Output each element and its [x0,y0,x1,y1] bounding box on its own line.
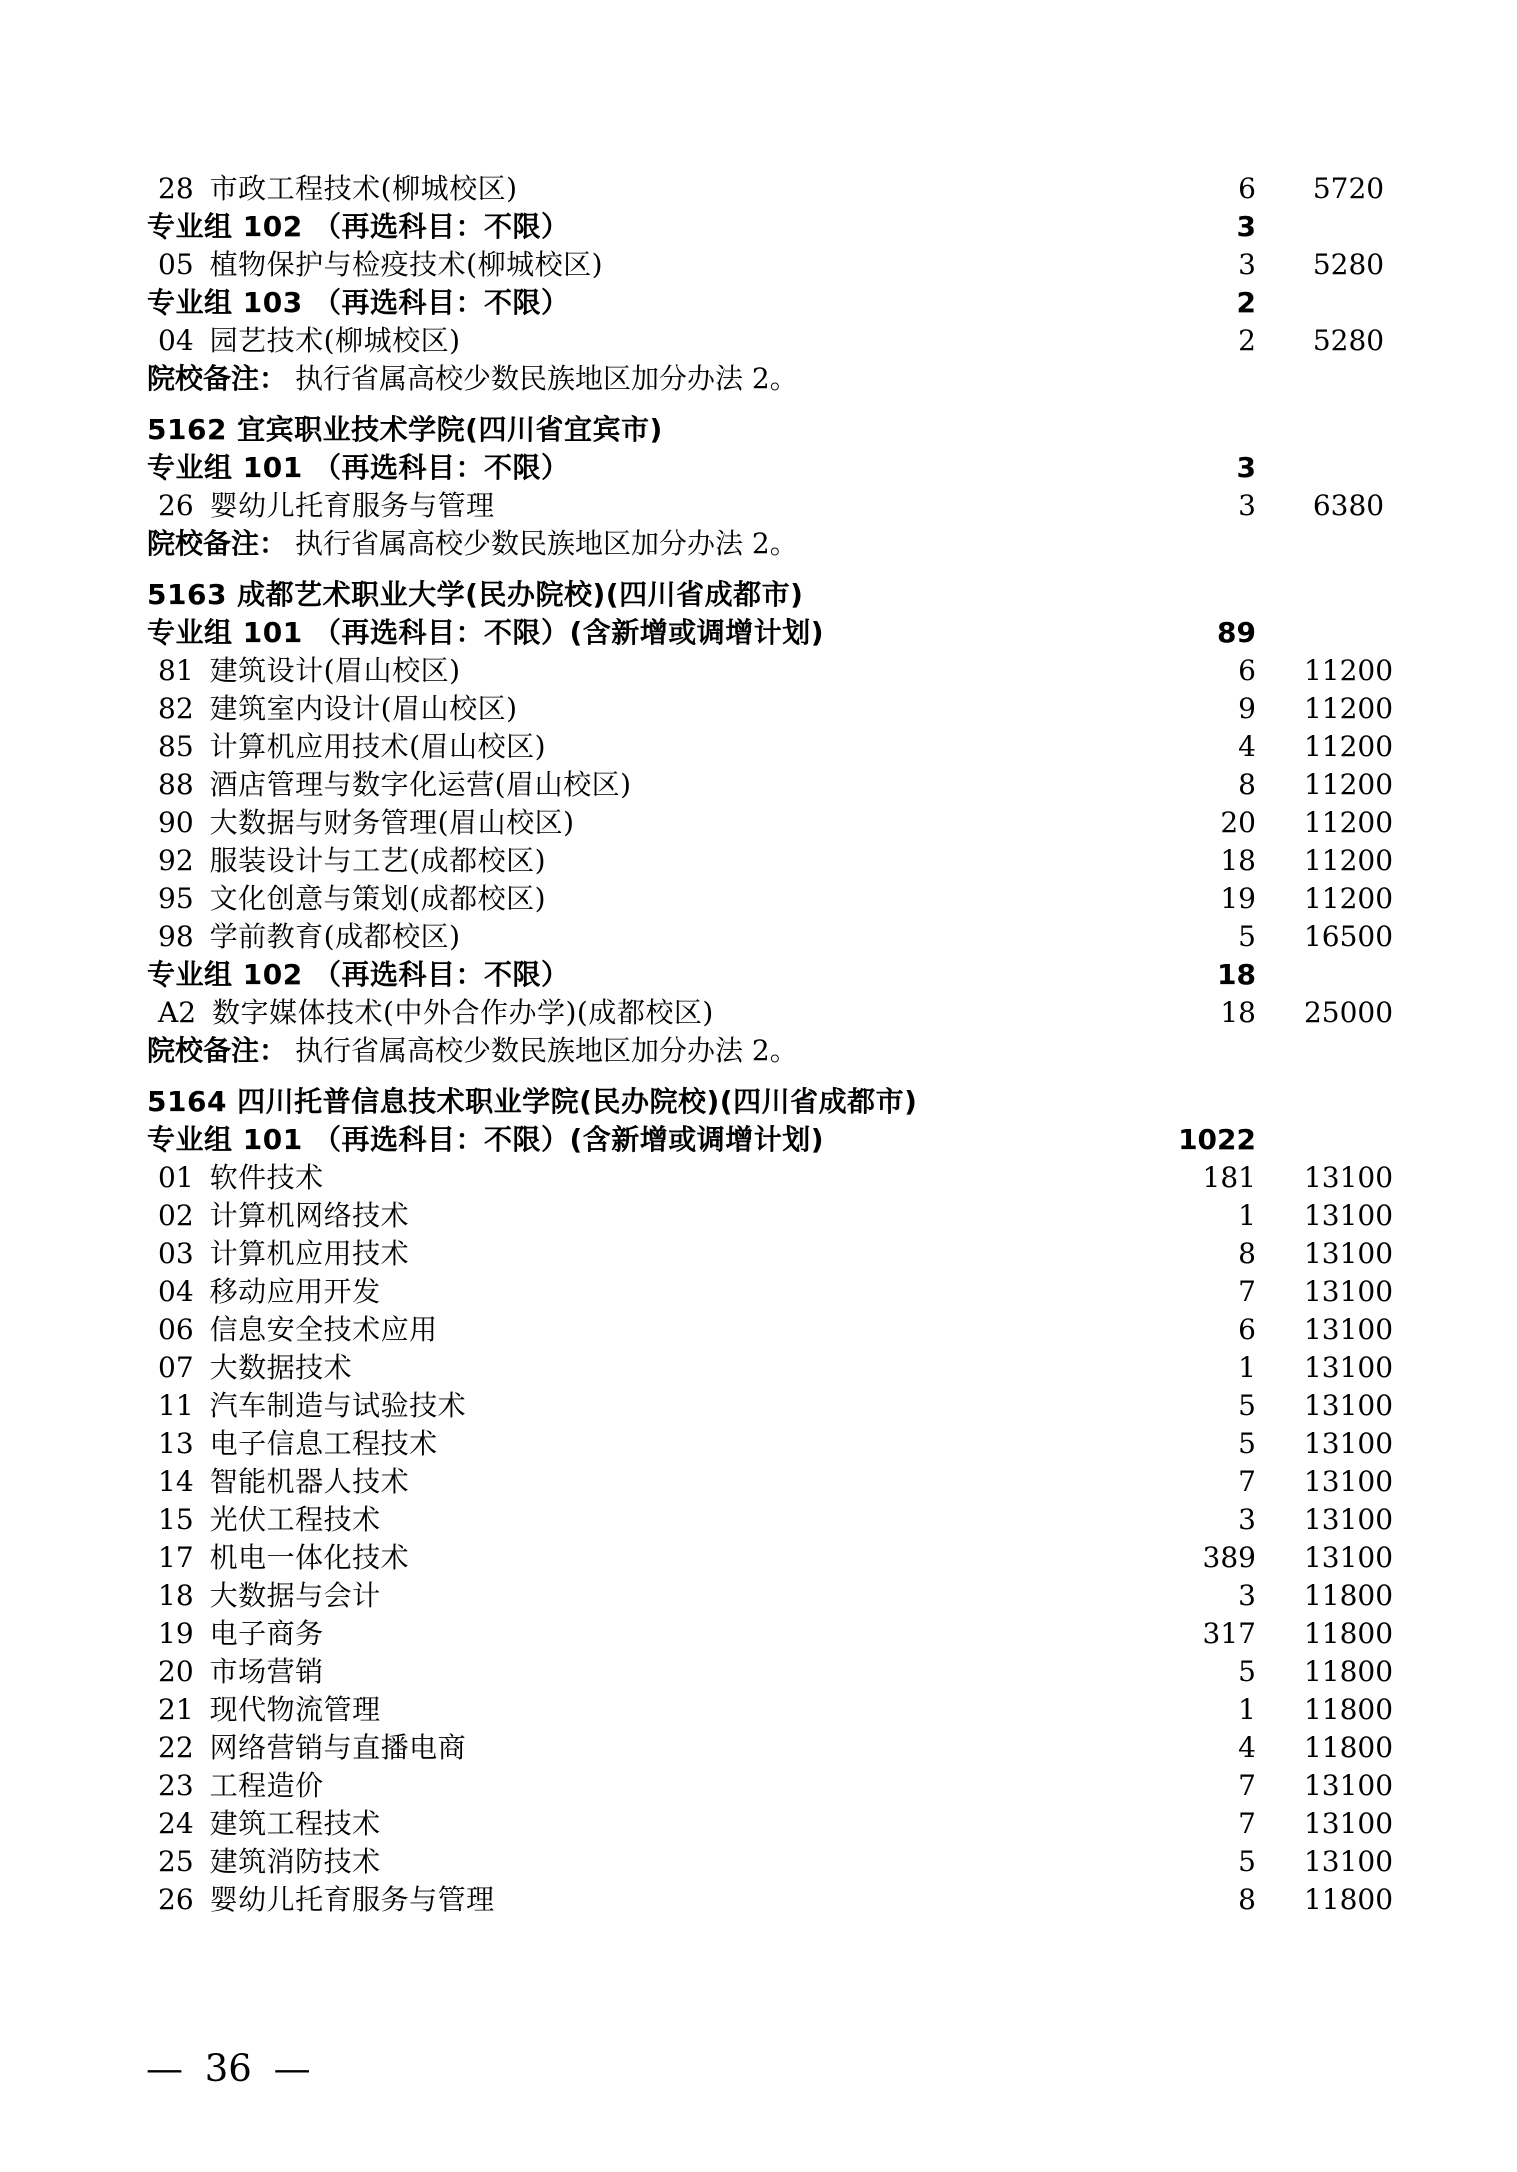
major-row [0,728,1517,766]
major-code: 13 [158,1427,194,1460]
institution-note-row [0,1032,1517,1070]
tuition-fee: 11200 [1303,768,1394,801]
major-row-text [158,246,603,284]
major-row-text [158,918,461,956]
plan-count: 5 [1238,920,1256,953]
major-row [0,1577,1517,1615]
plan-count: 2 [1238,324,1256,357]
major-row [0,804,1517,842]
major-group-label: 专业组 102 （再选科目：不限） [147,958,570,991]
major-group-label: 专业组 102 （再选科目：不限） [147,210,570,243]
major-code: 15 [158,1503,194,1536]
plan-count: 19 [1220,882,1256,915]
major-code: 82 [158,692,194,725]
major-row-text [158,994,714,1032]
major-code: 22 [158,1731,194,1764]
tuition-fee: 5280 [1312,324,1385,357]
plan-count: 1 [1238,1351,1256,1384]
major-row-text [158,690,518,728]
plan-count: 4 [1238,730,1256,763]
major-code: 01 [158,1161,194,1194]
major-row [0,1767,1517,1805]
major-name: 移动应用开发 [209,1275,381,1308]
major-name: 现代物流管理 [209,1693,381,1726]
major-name: 大数据与财务管理(眉山校区) [209,806,575,839]
major-row-text [158,1425,438,1463]
major-name: 建筑工程技术 [209,1807,381,1840]
major-row-text [158,1387,466,1425]
major-group-label: 专业组 103 （再选科目：不限） [147,286,570,319]
group-plan-count: 18 [1217,958,1256,991]
major-row-text [158,652,461,690]
tuition-fee: 13100 [1303,1313,1394,1346]
plan-count: 5 [1238,1655,1256,1688]
institution-note-row [0,360,1517,398]
tuition-fee: 13100 [1303,1237,1394,1270]
major-code: A2 [158,996,197,1029]
major-row [0,1729,1517,1767]
institution-title: 5164 四川托普信息技术职业学院(民办院校)(四川省成都市) [147,1085,918,1118]
major-row [0,1843,1517,1881]
plan-count: 8 [1238,1237,1256,1270]
major-code: 11 [158,1389,194,1422]
major-code: 85 [158,730,194,763]
major-group-row [0,208,1517,246]
tuition-fee: 11200 [1303,844,1394,877]
major-row-text [158,1653,324,1691]
tuition-fee: 13100 [1303,1503,1394,1536]
tuition-fee: 13100 [1303,1351,1394,1384]
major-row [0,1311,1517,1349]
major-row-text [158,1539,409,1577]
tuition-fee: 13100 [1303,1275,1394,1308]
plan-count: 1 [1238,1693,1256,1726]
major-row [0,1387,1517,1425]
major-name: 信息安全技术应用 [209,1313,438,1346]
major-name: 市政工程技术(柳城校区) [209,172,518,205]
major-row [0,1539,1517,1577]
note-label: 院校备注： [147,527,288,560]
institution-title: 5162 宜宾职业技术学院(四川省宜宾市) [147,413,663,446]
institution-note-row [0,525,1517,563]
major-group-row [0,1121,1517,1159]
plan-count: 7 [1238,1807,1256,1840]
major-name: 计算机网络技术 [209,1199,410,1232]
major-name: 计算机应用技术 [209,1237,410,1270]
tuition-fee: 16500 [1303,920,1394,953]
tuition-fee: 11200 [1303,654,1394,687]
tuition-fee: 5280 [1312,248,1385,281]
admission-plan-table [0,170,1517,1919]
major-row [0,1805,1517,1843]
major-row-text [158,322,461,360]
major-row-text [158,1843,381,1881]
institution-row [0,1083,1517,1121]
plan-count: 8 [1238,768,1256,801]
tuition-fee: 11800 [1303,1579,1394,1612]
group-plan-count: 2 [1236,286,1256,319]
major-name: 软件技术 [209,1161,324,1194]
major-row-text [158,842,546,880]
major-row-text [158,1197,409,1235]
major-group-label: 专业组 101 （再选科目：不限） [147,451,570,484]
major-name: 机电一体化技术 [209,1541,410,1574]
major-group-row [0,284,1517,322]
plan-count: 3 [1238,248,1256,281]
tuition-fee: 11800 [1303,1655,1394,1688]
major-name: 婴幼儿托育服务与管理 [209,1883,495,1916]
major-row [0,652,1517,690]
major-name: 电子商务 [209,1617,324,1650]
major-row-text [158,1805,381,1843]
tuition-fee: 5720 [1312,172,1385,205]
major-code: 07 [158,1351,194,1384]
major-name: 市场营销 [209,1655,324,1688]
major-name: 服装设计与工艺(成都校区) [209,844,546,877]
tuition-fee: 11200 [1303,730,1394,763]
major-row [0,1235,1517,1273]
tuition-fee: 13100 [1303,1427,1394,1460]
major-name: 大数据技术 [209,1351,353,1384]
major-name: 酒店管理与数字化运营(眉山校区) [209,768,632,801]
major-row [0,1273,1517,1311]
major-row [0,880,1517,918]
plan-count: 3 [1238,1579,1256,1612]
note-text: 执行省属高校少数民族地区加分办法 2。 [295,1034,798,1067]
major-code: 25 [158,1845,194,1878]
institution-row [0,576,1517,614]
major-code: 23 [158,1769,194,1802]
institution-row [0,411,1517,449]
plan-count: 1 [1238,1199,1256,1232]
major-row-text [158,1235,409,1273]
plan-count: 5 [1238,1389,1256,1422]
major-group-row [0,956,1517,994]
major-name: 文化创意与策划(成都校区) [209,882,546,915]
note-row-text [147,360,798,399]
major-row [0,170,1517,208]
tuition-fee: 13100 [1303,1845,1394,1878]
major-code: 81 [158,654,194,687]
tuition-fee: 11200 [1303,882,1394,915]
major-row [0,994,1517,1032]
group-plan-count: 3 [1236,451,1256,484]
major-name: 园艺技术(柳城校区) [209,324,461,357]
plan-count: 4 [1238,1731,1256,1764]
major-row-text [158,880,546,918]
plan-count: 389 [1202,1541,1256,1574]
plan-count: 8 [1238,1883,1256,1916]
major-code: 28 [158,172,194,205]
major-row [0,246,1517,284]
page-footer [146,2046,311,2092]
major-code: 03 [158,1237,194,1270]
major-group-label: 专业组 101 （再选科目：不限）(含新增或调增计划) [147,616,825,649]
major-row-text [158,1159,324,1197]
major-row [0,1159,1517,1197]
tuition-fee: 11200 [1303,692,1394,725]
tuition-fee: 11800 [1303,1731,1394,1764]
major-name: 植物保护与检疫技术(柳城校区) [209,248,603,281]
major-row-text [158,1691,381,1729]
major-name: 汽车制造与试验技术 [209,1389,467,1422]
tuition-fee: 6380 [1312,489,1385,522]
plan-count: 6 [1238,654,1256,687]
major-row-text [158,1729,466,1767]
tuition-fee: 11200 [1303,806,1394,839]
note-label: 院校备注： [147,362,288,395]
major-row-text [158,1767,324,1805]
major-row [0,1615,1517,1653]
major-code: 17 [158,1541,194,1574]
plan-count: 181 [1202,1161,1256,1194]
group-plan-count: 89 [1217,616,1256,649]
major-row-text [158,804,575,842]
plan-count: 20 [1220,806,1256,839]
plan-count: 7 [1238,1275,1256,1308]
major-name: 大数据与会计 [209,1579,381,1612]
major-row-text [158,1881,495,1919]
tuition-fee: 25000 [1303,996,1394,1029]
major-code: 20 [158,1655,194,1688]
major-row-text [158,1577,381,1615]
major-code: 88 [158,768,194,801]
major-row-text [158,766,632,804]
plan-count: 317 [1202,1617,1256,1650]
major-row [0,918,1517,956]
group-plan-count: 1022 [1178,1123,1256,1156]
major-name: 工程造价 [209,1769,324,1802]
note-text: 执行省属高校少数民族地区加分办法 2。 [295,362,798,395]
major-code: 14 [158,1465,194,1498]
tuition-fee: 13100 [1303,1199,1394,1232]
major-name: 数字媒体技术(中外合作办学)(成都校区) [212,996,714,1029]
major-group-row [0,449,1517,487]
major-name: 建筑设计(眉山校区) [209,654,461,687]
major-row [0,322,1517,360]
note-row-text [147,1032,798,1071]
major-row [0,1501,1517,1539]
group-plan-count: 3 [1236,210,1256,243]
major-row-text [158,487,495,525]
major-row [0,842,1517,880]
major-row [0,1653,1517,1691]
major-row [0,690,1517,728]
tuition-fee: 13100 [1303,1161,1394,1194]
major-row-text [158,170,518,208]
major-code: 05 [158,248,194,281]
major-name: 计算机应用技术(眉山校区) [209,730,546,763]
major-row-text [158,1349,352,1387]
tuition-fee: 11800 [1303,1693,1394,1726]
major-code: 18 [158,1579,194,1612]
major-name: 电子信息工程技术 [209,1427,438,1460]
plan-count: 3 [1238,1503,1256,1536]
major-name: 光伏工程技术 [209,1503,381,1536]
major-row-text [158,728,546,766]
plan-count: 7 [1238,1769,1256,1802]
major-name: 建筑消防技术 [209,1845,381,1878]
tuition-fee: 11800 [1303,1617,1394,1650]
major-row [0,1463,1517,1501]
major-code: 02 [158,1199,194,1232]
institution-title: 5163 成都艺术职业大学(民办院校)(四川省成都市) [147,578,804,611]
major-name: 智能机器人技术 [209,1465,410,1498]
major-name: 婴幼儿托育服务与管理 [209,489,495,522]
tuition-fee: 13100 [1303,1465,1394,1498]
major-code: 24 [158,1807,194,1840]
major-row [0,1881,1517,1919]
major-row [0,1691,1517,1729]
page-number: — 36 — [146,2047,311,2090]
tuition-fee: 11800 [1303,1883,1394,1916]
note-row-text [147,525,798,564]
plan-count: 6 [1238,1313,1256,1346]
major-row [0,487,1517,525]
major-row-text [158,1311,438,1349]
major-row [0,766,1517,804]
major-group-row [0,614,1517,652]
major-code: 06 [158,1313,194,1346]
major-code: 90 [158,806,194,839]
major-name: 学前教育(成都校区) [209,920,461,953]
major-code: 04 [158,1275,194,1308]
plan-count: 9 [1238,692,1256,725]
major-name: 建筑室内设计(眉山校区) [209,692,518,725]
plan-count: 18 [1220,996,1256,1029]
tuition-fee: 13100 [1303,1541,1394,1574]
plan-count: 18 [1220,844,1256,877]
major-code: 95 [158,882,194,915]
tuition-fee: 13100 [1303,1807,1394,1840]
major-row-text [158,1501,381,1539]
major-code: 98 [158,920,194,953]
major-row-text [158,1615,324,1653]
plan-count: 3 [1238,489,1256,522]
tuition-fee: 13100 [1303,1769,1394,1802]
major-row-text [158,1463,409,1501]
major-row [0,1349,1517,1387]
major-code: 04 [158,324,194,357]
major-name: 网络营销与直播电商 [209,1731,467,1764]
plan-count: 5 [1238,1427,1256,1460]
major-group-label: 专业组 101 （再选科目：不限）(含新增或调增计划) [147,1123,825,1156]
plan-count: 6 [1238,172,1256,205]
major-code: 26 [158,1883,194,1916]
major-code: 19 [158,1617,194,1650]
note-label: 院校备注： [147,1034,288,1067]
note-text: 执行省属高校少数民族地区加分办法 2。 [295,527,798,560]
major-code: 92 [158,844,194,877]
major-row [0,1197,1517,1235]
major-row [0,1425,1517,1463]
plan-count: 5 [1238,1845,1256,1878]
plan-count: 7 [1238,1465,1256,1498]
major-code: 26 [158,489,194,522]
major-row-text [158,1273,381,1311]
tuition-fee: 13100 [1303,1389,1394,1422]
major-code: 21 [158,1693,194,1726]
